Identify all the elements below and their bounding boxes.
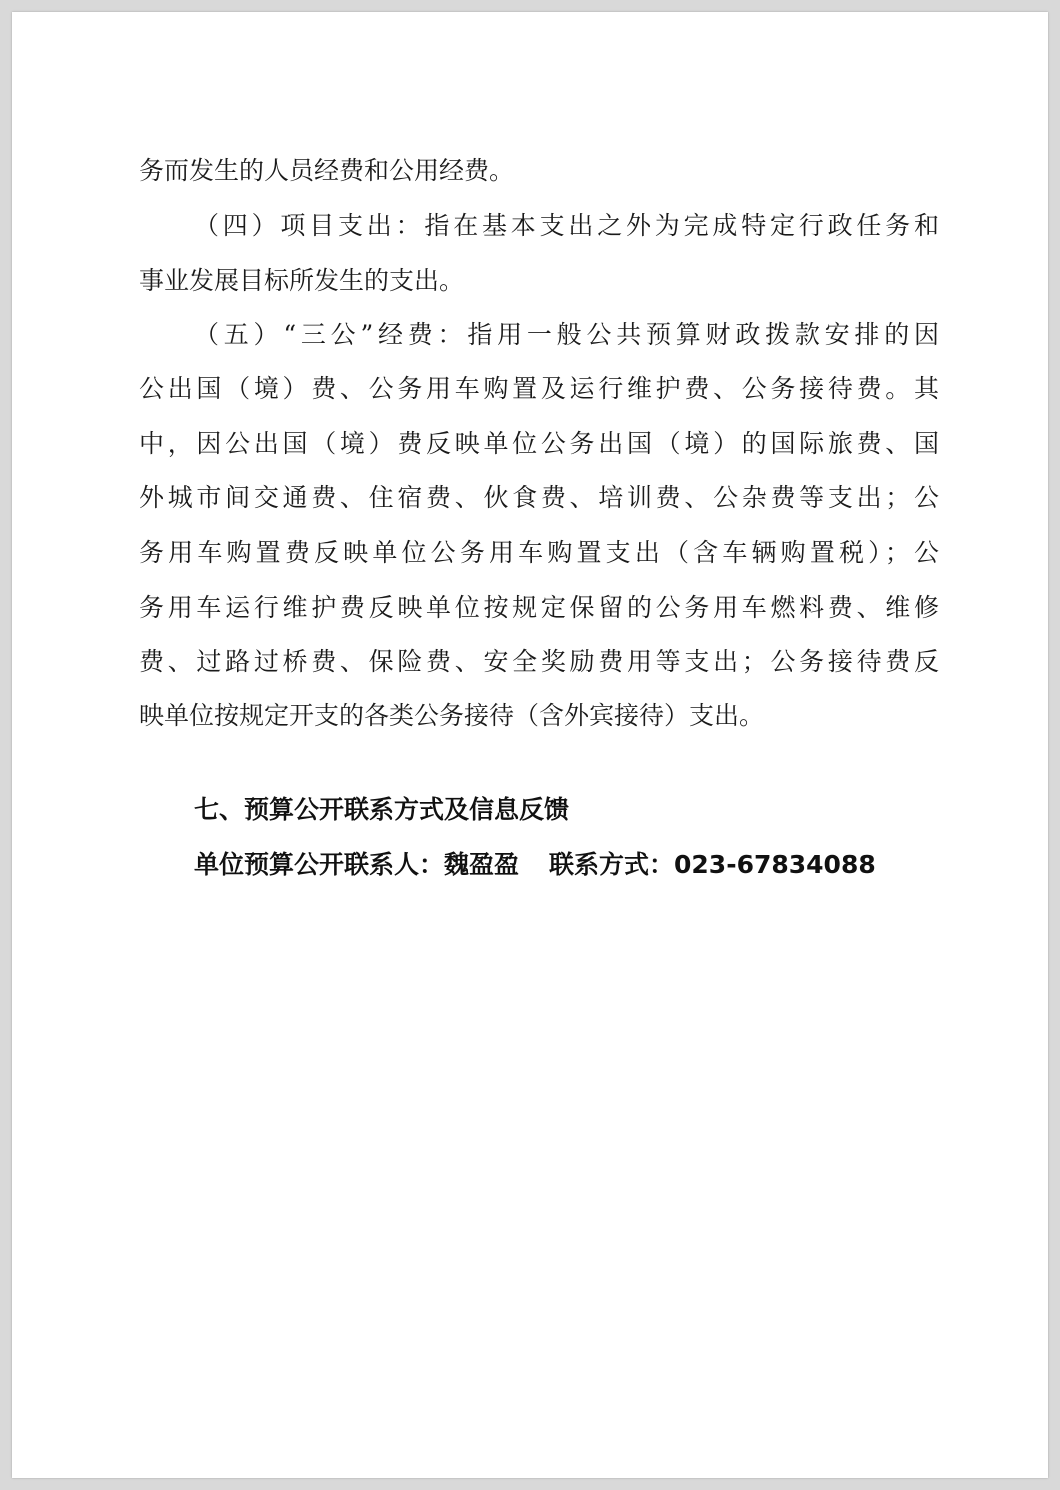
- document-page: [12, 12, 1048, 1478]
- contact-info: [194, 848, 876, 882]
- paragraph-line: 映单位按规定开支的各类公务接待（含外宾接待）支出。: [139, 701, 765, 730]
- paragraph-line: 外城市间交通费、住宿费、伙食费、培训费、公杂费等支出；公: [139, 483, 939, 512]
- paragraph-line: 务用车购置费反映单位公务用车购置支出（含车辆购置税）；公: [139, 538, 939, 567]
- contact-method: 联系方式：023-67834088: [549, 850, 876, 879]
- paragraph-line: 务用车运行维护费反映单位按规定保留的公务用车燃料费、维修: [139, 593, 939, 622]
- paragraph-line: （四）项目支出：指在基本支出之外为完成特定行政任务和: [194, 211, 939, 240]
- paragraph-line: 公出国（境）费、公务用车购置及运行维护费、公务接待费。其: [139, 374, 939, 403]
- paragraph-line: 费、过路过桥费、保险费、安全奖励费用等支出；公务接待费反: [139, 647, 939, 676]
- section-heading: 七、预算公开联系方式及信息反馈: [194, 795, 570, 824]
- paragraph-line: （五）“三公”经费：指用一般公共预算财政拨款安排的因: [194, 320, 939, 349]
- paragraph-line: 事业发展目标所发生的支出。: [139, 266, 465, 295]
- paragraph-line: 务而发生的人员经费和公用经费。: [139, 156, 515, 185]
- paragraph-line: 中，因公出国（境）费反映单位公务出国（境）的国际旅费、国: [139, 429, 939, 458]
- contact-person: 单位预算公开联系人：魏盈盈: [194, 850, 520, 879]
